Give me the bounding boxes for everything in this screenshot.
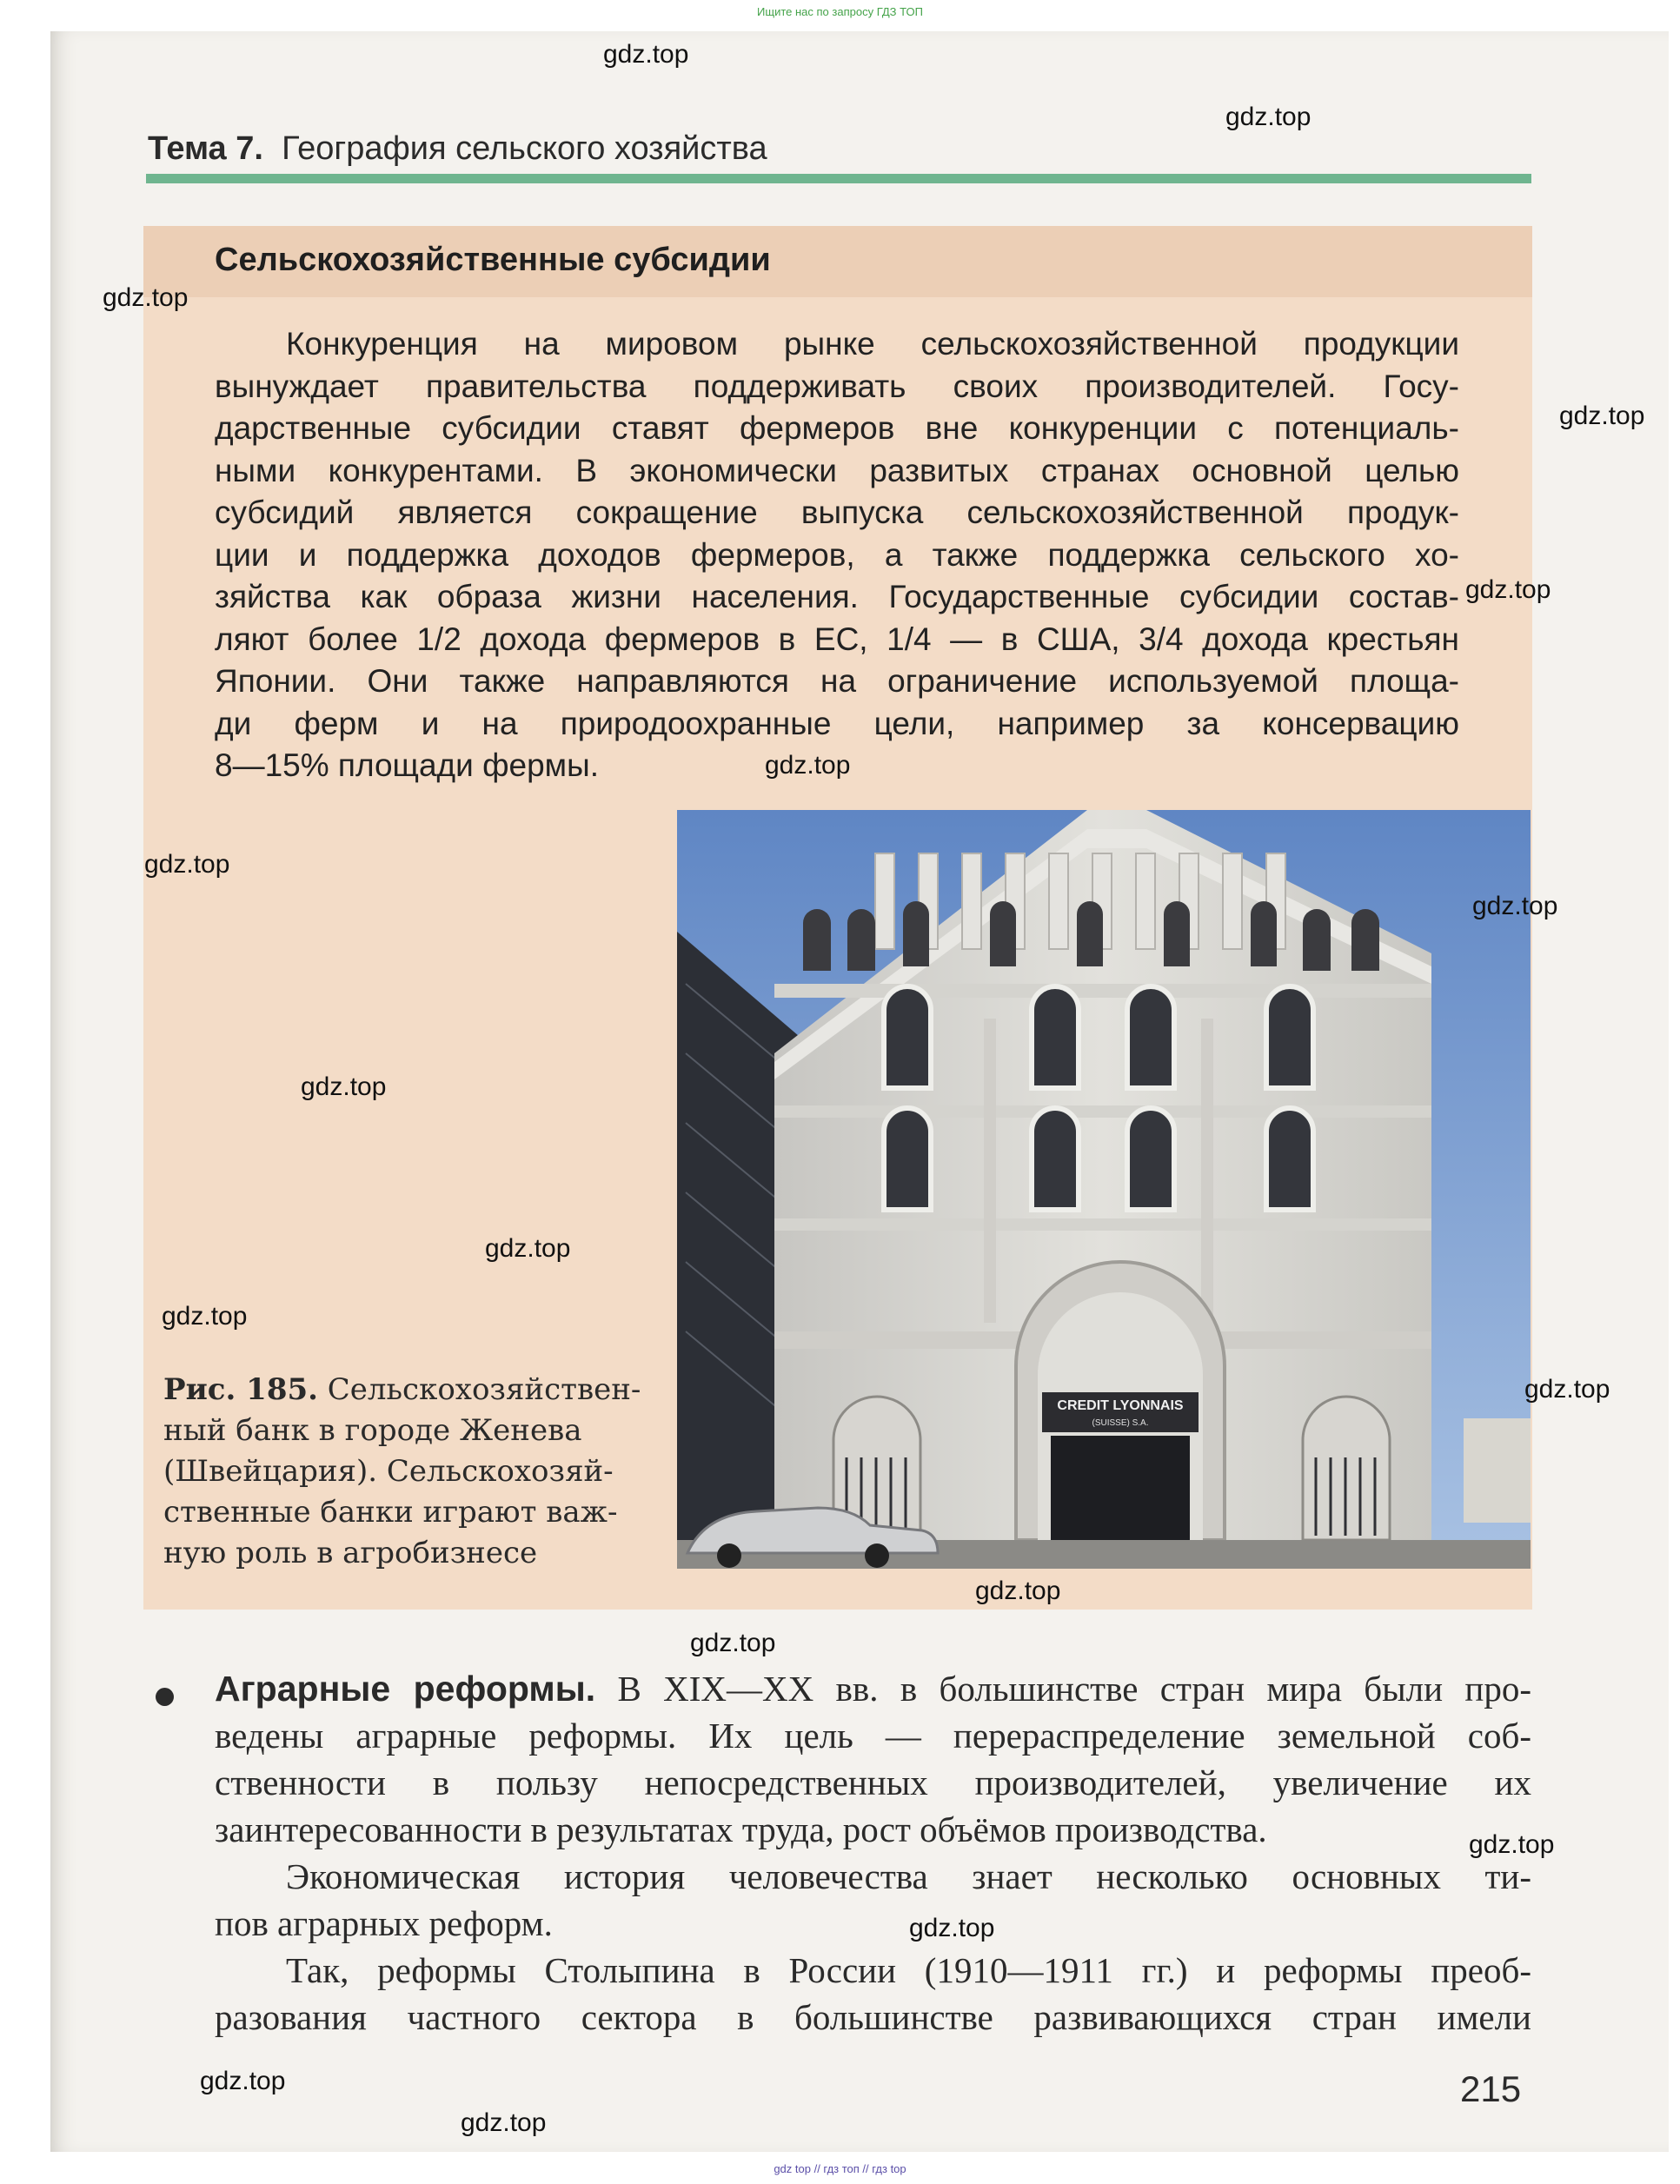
- sidebar-line: ди ферм и на природоохранные цели, например за консервацию: [215, 705, 1459, 741]
- bank-sign-name: CREDIT LYONNAIS: [1057, 1398, 1184, 1413]
- bank-sign-sub: (SUISSE) S.A.: [1092, 1418, 1149, 1428]
- sidebar-title: Сельскохозяйственные субсидии: [215, 242, 771, 278]
- watermark: gdz.top: [909, 1914, 995, 1942]
- section-heading: Аграрные реформы.: [215, 1669, 596, 1709]
- watermark: gdz.top: [461, 2108, 547, 2137]
- watermark: gdz.top: [765, 751, 851, 780]
- bank-building-photo: [677, 810, 1531, 1569]
- caption-line: Сельскохозяйствен-: [327, 1372, 641, 1407]
- sidebar-line: Японии. Они также направляются на ограничение используемой площа-: [215, 663, 1459, 699]
- sidebar-line: дарственные субсидии ставят фермеров вне конкуренции с потенциаль-: [215, 410, 1459, 446]
- main-line: [215, 1665, 1531, 1712]
- main-line: пов аграрных реформ.: [215, 1903, 553, 1943]
- figure-label: Рис. 185.: [163, 1372, 318, 1407]
- main-line: разования частного сектора в большинстве развивающихся стран имели: [215, 1997, 1531, 2037]
- watermark: gdz.top: [485, 1234, 571, 1263]
- caption-line: (Швейцария). Сельскохозяй-: [163, 1454, 614, 1489]
- bullet-icon: [156, 1688, 174, 1706]
- sidebar-line: вынуждает правительства поддерживать своих производителей. Госу-: [215, 368, 1459, 404]
- watermark: gdz.top: [103, 283, 189, 312]
- caption-line: ственные банки играют важ-: [163, 1495, 618, 1530]
- topic-label: Тема 7.: [148, 130, 263, 167]
- caption-line: ную роль в агробизнесе: [163, 1536, 538, 1570]
- main-line-rest: В XIX—XX вв. в большинстве стран мира были про-: [595, 1669, 1532, 1709]
- main-line: Так, реформы Столыпина в России (1910—1911 гг.) и реформы преоб-: [286, 1950, 1531, 1990]
- sidebar-line: ляют более 1/2 дохода фермеров в ЕС, 1/4 — в США, 3/4 дохода крестьян: [215, 621, 1459, 657]
- watermark: gdz.top: [1469, 1830, 1555, 1859]
- sidebar-line: зяйства как образа жизни населения. Государственные субсидии состав-: [215, 579, 1459, 614]
- page-number: 215: [1460, 2068, 1522, 2109]
- watermark: gdz.top: [200, 2067, 286, 2095]
- watermark: gdz.top: [1524, 1375, 1610, 1404]
- sidebar-line: 8—15% площади фермы.: [215, 747, 599, 783]
- sidebar-line: ными конкурентами. В экономически развитых странах основной целью: [215, 452, 1459, 488]
- watermark: gdz.top: [301, 1072, 387, 1101]
- main-line: заинтересованности в результатах труда, рост объёмов производства.: [215, 1809, 1267, 1849]
- main-line: ведены аграрные реформы. Их цель — перераспределение земельной соб-: [215, 1716, 1531, 1756]
- watermark: gdz.top: [690, 1629, 776, 1657]
- top-note: Ищите нас по запросу ГДЗ ТОП: [757, 5, 923, 18]
- main-line: Экономическая история человечества знает несколько основных ти-: [286, 1856, 1531, 1896]
- caption-line: ный банк в городе Женева: [163, 1413, 582, 1448]
- page-header: [148, 130, 767, 168]
- watermark: gdz.top: [1559, 402, 1645, 430]
- watermark: gdz.top: [162, 1302, 248, 1331]
- main-text: [215, 1665, 1531, 2041]
- bottom-note: gdz top // гдз топ // гдз top: [774, 2162, 906, 2175]
- main-line: ственности в пользу непосредственных производителей, увеличение их: [215, 1762, 1531, 1802]
- watermark: gdz.top: [144, 850, 230, 879]
- sidebar-line: ции и поддержка доходов фермеров, а также поддержка сельского хо-: [215, 536, 1459, 573]
- watermark: gdz.top: [603, 40, 689, 69]
- sidebar-line: субсидий является сокращение выпуска сельскохозяйственной продук-: [215, 495, 1459, 530]
- watermark: gdz.top: [1472, 892, 1558, 920]
- sidebar-text: [215, 323, 1459, 787]
- header-rule: [146, 174, 1531, 183]
- watermark: gdz.top: [975, 1577, 1061, 1605]
- topic-title: География сельского хозяйства: [282, 130, 767, 167]
- watermark: gdz.top: [1465, 575, 1551, 604]
- sidebar-line: Конкуренция на мировом рынке сельскохозяйственной продукции: [286, 326, 1459, 362]
- figure-caption: [163, 1370, 659, 1574]
- watermark: gdz.top: [1225, 103, 1311, 131]
